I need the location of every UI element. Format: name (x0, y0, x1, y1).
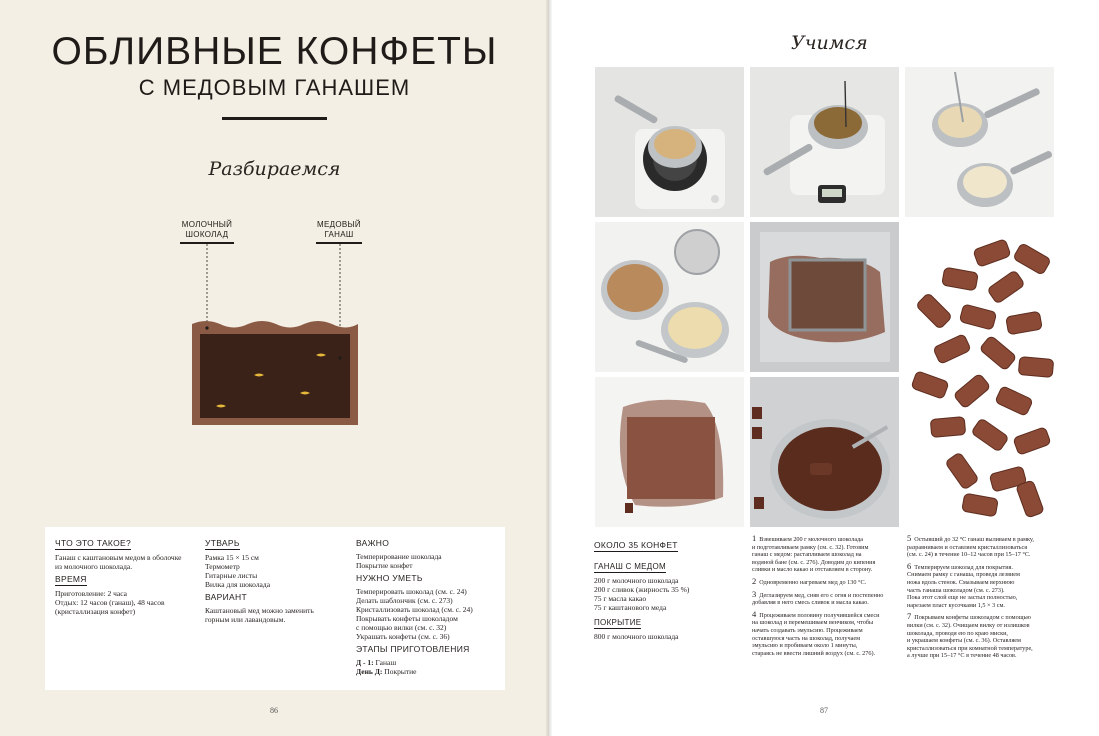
page-number-left: 86 (270, 706, 278, 715)
ingredient-line: 75 г каштанового меда (594, 603, 667, 612)
info-box (45, 527, 505, 690)
left-page (0, 0, 549, 736)
photo-candies-pile (905, 222, 1054, 527)
yield-heading: ОКОЛО 35 КОНФЕТ (594, 540, 678, 550)
photo-bowls-strainer (595, 222, 744, 372)
photo-honey-thermometer (750, 67, 899, 217)
photo-step-6 (595, 377, 744, 527)
photo-saucepan-chocolate (595, 67, 744, 217)
info-text: Каштановый мед можно заменить (205, 606, 314, 615)
info-text: Украшать конфеты (см. с. 36) (356, 632, 450, 641)
photo-cut-ganache-slab (595, 377, 744, 527)
info-text: Ганаш с каштановым медом в оболочке (55, 553, 182, 562)
step-7: 7 Покрываем конфеты шоколадом с помощью вилки (см. с. 32). Очищаем вилку от излишков шоколада, проводя ею по краю миски, и украшаем конфеты (см. с. 36). Оставляем кристаллизоваться при комнатной температуре, а лучше при 15–17 °C в течение 48 часов. (907, 611, 1033, 660)
info-heading-what: ЧТО ЭТО ТАКОЕ? (55, 538, 131, 548)
step-5: 5 Остывший до 32 °C ганаш выливаем в рамку, разравниваем и оставляем кристаллизоваться (см. с. 24) в течение 10–12 часов при 15–17 °C. (907, 533, 1034, 559)
info-heading-time: ВРЕМЯ (55, 574, 87, 584)
steps-column-1 (752, 535, 902, 661)
photo-dipping-candy (750, 377, 899, 527)
recipe-subtitle: С МЕДОВЫМ ГАНАШЕМ (138, 75, 411, 100)
ingredient-line: 800 г молочного шоколада (594, 632, 679, 641)
step-1: 1 Взвешиваем 200 г молочного шоколада и подготавливаем рамку (см. с. 32). Готовим ганаш с медом: растапливаем шоколад на водяной бане (см. с. 276). Доводим до кипения сливки и масло какао и отставляем в сторону. (752, 533, 876, 574)
info-text: с помощью вилки (см. с. 32) (356, 623, 447, 632)
step-3: 3 Деглазируем мед, сняв его с огня и постепенно добавляя в него смесь сливок и масла какао. (752, 588, 884, 607)
step-4: 4 Процеживаем половину получившейся смеси на шоколад и перемешиваем венчиком, чтобы начать создавать эмульсию. Процеживаем оставшуюся часть на шоколад, получаем эмульсию и пробиваем около 1 минуты, стараясь не ввести лишний воздух (см. с. 276). (752, 608, 880, 657)
candy-cross-section-diagram (150, 210, 410, 440)
photo-finished-candies (905, 222, 1054, 527)
info-column-1 (55, 535, 195, 616)
steps-column-2 (907, 535, 1057, 664)
info-text: Гитарные листы (205, 571, 258, 580)
page-number-right: 87 (820, 706, 828, 715)
info-heading-variant: ВАРИАНТ (205, 592, 247, 602)
photo-step-7 (750, 377, 899, 527)
photo-step-5 (750, 222, 899, 372)
label-honey-ganache: МЕДОВЫЙ ГАНАШ (316, 220, 362, 244)
stage-day-d: День Д: Покрытие (356, 667, 417, 676)
info-text: Приготовление: 2 часа (55, 589, 127, 598)
info-text: Покрытие конфет (356, 561, 413, 570)
info-heading-stages: ЭТАПЫ ПРИГОТОВЛЕНИЯ (356, 644, 470, 654)
photo-two-saucepans-whisk (905, 67, 1054, 217)
ingredient-line: 200 г сливок (жирность 35 %) (594, 585, 690, 594)
ingredients-block (594, 535, 734, 641)
step-2: 2 Одновременно нагреваем мед до 130 °C. (752, 575, 867, 586)
candy-illustration (150, 210, 410, 440)
info-column-3 (356, 535, 501, 676)
recipe-title: ОБЛИВНЫЕ КОНФЕТЫ (51, 30, 498, 73)
info-text: Вилка для шоколада (205, 580, 271, 589)
ingredient-line: 200 г молочного шоколада (594, 576, 679, 585)
photo-step-3 (905, 67, 1054, 217)
coating-heading: ПОКРЫТИЕ (594, 618, 642, 627)
info-text: Покрывать конфеты шоколадом (356, 614, 458, 623)
info-text: Темперировать шоколад (см. с. 24) (356, 587, 467, 596)
page-gutter (546, 0, 552, 736)
photo-step-4 (595, 222, 744, 372)
ingredient-line: 75 г масла какао (594, 594, 647, 603)
info-text: горным или лавандовым. (205, 615, 286, 624)
photo-step-1 (595, 67, 744, 217)
ganache-heading: ГАНАШ С МЕДОМ (594, 562, 667, 571)
title-divider (222, 117, 327, 120)
info-text: Делать шаблончик (см. с. 273) (356, 596, 453, 605)
section-heading-understand: Разбираемся (208, 158, 341, 180)
info-text: Термометр (205, 562, 240, 571)
info-text: (кристаллизация конфет) (55, 607, 136, 616)
info-heading-important: ВАЖНО (356, 538, 390, 548)
info-text: Темперирование шоколада (356, 552, 442, 561)
label-milk-chocolate: МОЛОЧНЫЙ ШОКОЛАД (180, 220, 234, 244)
section-heading-learn: Учимся (791, 32, 868, 54)
info-text: Отдых: 12 часов (ганаш), 48 часов (55, 598, 165, 607)
photo-ganache-frame (750, 222, 899, 372)
info-column-2 (205, 535, 345, 624)
step-6: 6 Темперируем шоколад для покрытия. Снимаем рамку с ганаша, проведя лезвием ножа вдоль стенок. Смазываем верхнюю часть ганаша шоколадом (см. с. 273). Пока этот слой еще не застыл полностью, нарезаем пласт кусочками 1,5 × 3 см. (907, 560, 1020, 609)
info-text: из молочного шоколада. (55, 562, 133, 571)
info-heading-skills: НУЖНО УМЕТЬ (356, 573, 423, 583)
photo-step-2 (750, 67, 899, 217)
info-text: Кристаллизовать шоколад (см. с. 24) (356, 605, 473, 614)
stage-day-1: Д - 1: Ганаш (356, 658, 397, 667)
info-heading-tools: УТВАРЬ (205, 538, 240, 548)
info-text: Рамка 15 × 15 см (205, 553, 259, 562)
